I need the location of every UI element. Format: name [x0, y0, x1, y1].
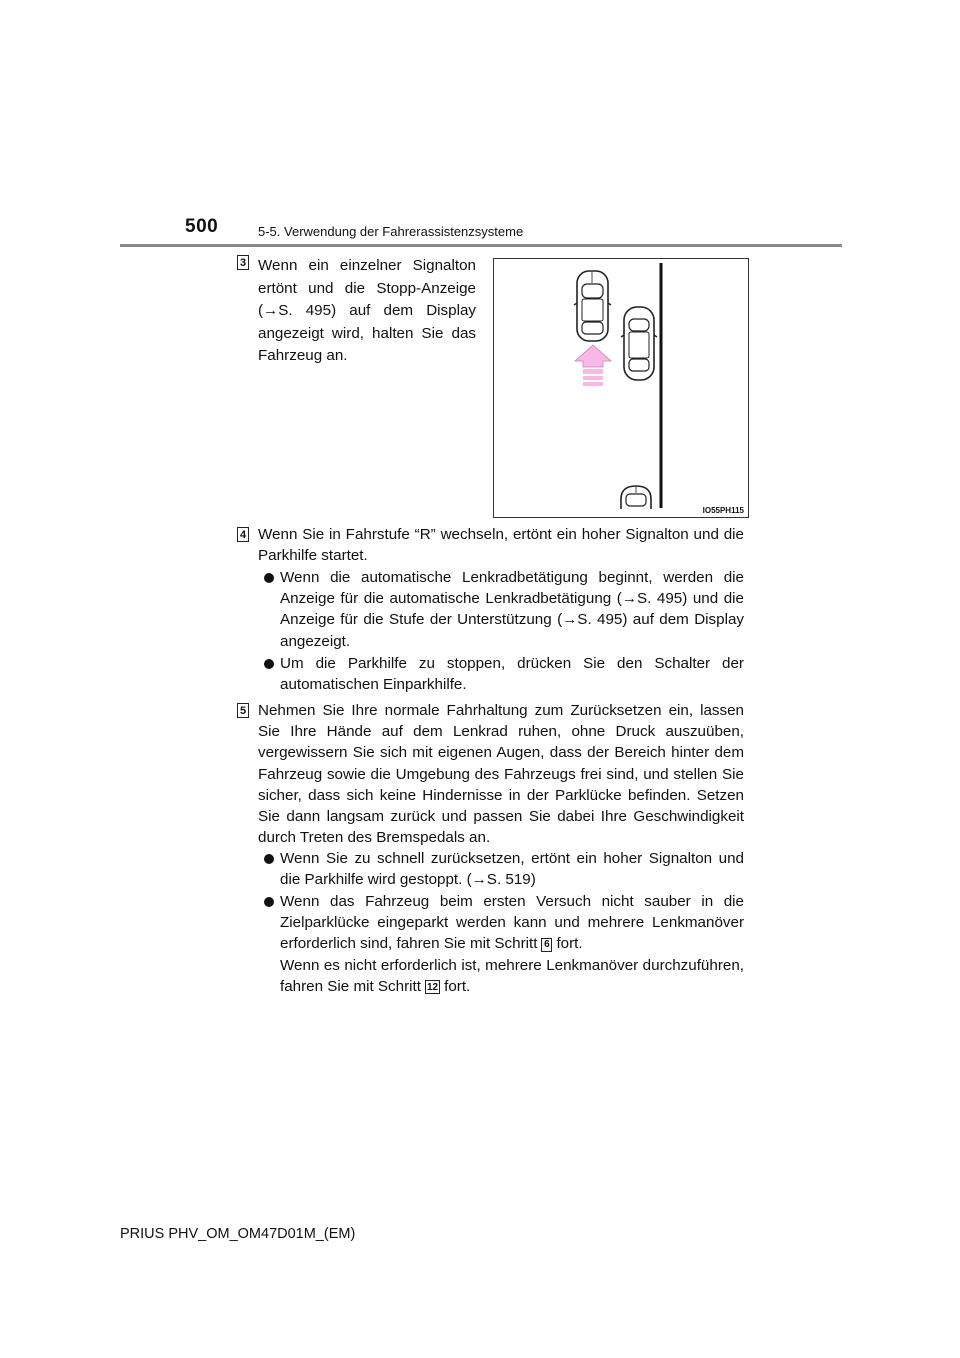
step-4-text: Wenn Sie in Fahrstufe “R” wechseln, ertönt ein hoher Signalton und die Parkhilfe startet. — [258, 526, 744, 565]
step-5-bullet-1: Wenn Sie zu schnell zurücksetzen, ertönt ein hoher Signalton und die Parkhilfe wird gestoppt. (→S. 519) — [280, 850, 744, 889]
parking-diagram — [493, 258, 749, 518]
step-ref-12: 12 — [426, 981, 439, 993]
bullet-icon — [264, 573, 274, 583]
bullet-2-part3: Wenn es nicht erforderlich ist, mehrere Lenkmanöver durchzuführen, fahren Sie mit Schritt — [280, 956, 744, 995]
section-title: 5-5. Verwendung der Fahrerassistenzsysteme — [258, 224, 524, 239]
header-divider — [120, 244, 842, 247]
page-number: 500 — [185, 216, 219, 237]
bullet-2-part1: Wenn das Fahrzeug beim ersten Versuch nicht sauber in die Zielparklücke eingeparkt werden kann und mehrere Lenkmanöver erforderlich sind, fahren Sie mit Schritt — [280, 893, 744, 953]
step-4-bullet-2: Um die Parkhilfe zu stoppen, drücken Sie den Schalter der automatischen Einparkhilfe. — [280, 655, 744, 694]
bullet-2-part2: fort. — [556, 935, 583, 953]
reverse-arrow-icon — [575, 345, 611, 386]
step-5-text: Nehmen Sie Ihre normale Fahrhaltung zum Zurücksetzen ein, lassen Sie Ihre Hände auf dem Lenkrad ruhen, ohne Druck auszuüben, vergewissern Sie sich mit eigenen Augen, dass der Bereich hinter dem Fahrzeug sowie die Umgebung des Fahrzeugs frei sind, und stellen Sie sicher, dass sich keine Hindernisse in der Parklücke befinden. Setzen Sie dann langsam zurück und passen Sie dabei Ihre Geschwindigkeit durch Treten des Bremspedals an. — [258, 702, 744, 847]
own-car-icon — [574, 271, 611, 341]
document-id: PRIUS PHV_OM_OM47D01M_(EM) — [120, 1226, 356, 1242]
step-number-3: 3 — [237, 255, 249, 270]
bullet-2-part4: fort. — [444, 977, 471, 995]
rear-car-icon — [621, 486, 651, 509]
bullet-icon — [264, 897, 274, 907]
parked-car-icon — [621, 307, 657, 380]
parking-diagram-icon — [494, 259, 748, 517]
step-3-text: Wenn ein einzelner Signalton ertönt und die Stopp-Anzeige (→S. 495) auf dem Display angezeigt wird, halten Sie das Fahrzeug an. — [258, 257, 476, 365]
step-ref-6: 6 — [541, 938, 552, 952]
bullet-icon — [264, 854, 274, 864]
step-number-4: 4 — [237, 527, 249, 542]
figure-code: IO55PH115 — [702, 506, 744, 515]
step-number-5: 5 — [237, 703, 249, 718]
bullet-icon — [264, 659, 274, 669]
step-4-bullet-1: Wenn die automatische Lenkradbetätigung beginnt, werden die Anzeige für die automatische Lenkradbetätigung (→S. 495) und die Anzeige für die Stufe der Unterstützung (→S. 495) auf dem Display angezeigt. — [280, 569, 744, 650]
step-5-bullet-2 — [280, 891, 744, 997]
